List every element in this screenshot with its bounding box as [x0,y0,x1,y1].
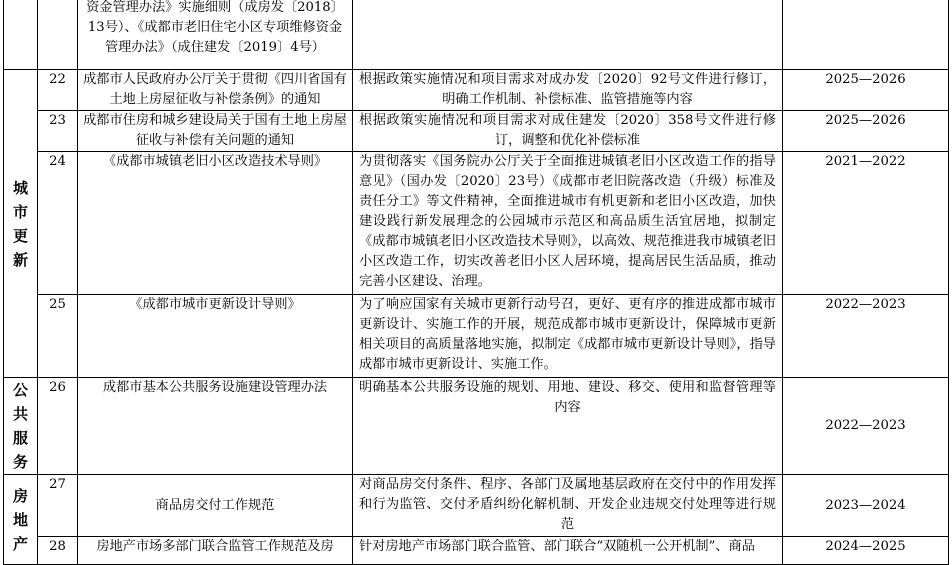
policy-name: 《成都市城市更新设计导则》 [78,295,353,378]
category-urban-renewal: 城 市 更 新 [4,70,38,378]
table-row [4,111,949,152]
policy-name: 成都市住房和城乡建设局关于国有土地上房屋征收与补偿有关问题的通知 [78,111,353,152]
policy-description [353,0,783,70]
table-row [4,70,949,111]
policy-period: 2025—2026 [783,111,949,152]
policy-name: 成都市基本公共服务设施建设管理办法 [78,378,353,475]
policy-table [3,0,949,565]
policy-description: 为了响应国家有关城市更新行动号召，更好、更有序的推进成都市城市更新设计、实施工作的开展，规范成都市城市更新设计，保障城市更新相关项目的高质量落地实施，拟制定《成都市城市更新设计导则》，指导成都市城市更新设计、实施工作。 [353,295,783,378]
row-number: 24 [38,152,78,295]
category-real-estate: 房 地 产 [4,475,38,565]
policy-period: 2022—2023 [783,295,949,378]
category-cell-empty [4,0,38,70]
policy-description: 为贯彻落实《国务院办公厅关于全面推进城镇老旧小区改造工作的指导意见》（国办发〔2020〕23号）《成都市老旧院落改造（升级）标准及责任分工》等文件精神，全面推进城市有机更新和老旧小区改造，加快建设践行新发展理念的公园城市示范区和高品质生活宜居地，拟制定《成都市城镇老旧小区改造技术导则》，以高效、规范推进我市城镇老旧小区改造工作，切实改善老旧小区人居环境，提高居民生活品质，推动完善小区建设、治理。 [353,152,783,295]
row-number: 27 [38,475,78,537]
policy-description: 根据政策实施情况和项目需求对成办发〔2020〕92号文件进行修订，明确工作机制、补偿标准、监管措施等内容 [353,70,783,111]
policy-name: 资金管理办法》实施细则（成房发〔2018〕13号）、《成都市老旧住宅小区专项维修资金管理办法》（成住建发〔2019〕4号） [78,0,353,70]
row-number: 26 [38,378,78,475]
row-number: 23 [38,111,78,152]
policy-period: 2022—2023 [783,378,949,475]
table-row [4,152,949,295]
row-number: 22 [38,70,78,111]
policy-name: 成都市人民政府办公厅关于贯彻《四川省国有土地上房屋征收与补偿条例》的通知 [78,70,353,111]
table-row [4,475,949,537]
policy-name: 《成都市城镇老旧小区改造技术导则》 [78,152,353,295]
policy-description: 根据政策实施情况和项目需求对成住建发〔2020〕358号文件进行修订，调整和优化补偿标准 [353,111,783,152]
policy-period: 2025—2026 [783,70,949,111]
policy-name: 房地产市场多部门联合监管工作规范及房 [78,537,353,565]
policy-period: 2024—2025 [783,537,949,565]
category-public-service: 公 共 服 务 [4,378,38,475]
policy-period: 2023—2024 [783,475,949,537]
table-row [4,378,949,475]
policy-description: 对商品房交付条件、程序、各部门及属地基层政府在交付中的作用发挥和行为监管、交付矛盾纠纷化解机制、开发企业违规交付处理等进行规范 [353,475,783,537]
policy-period [783,0,949,70]
policy-period: 2021—2022 [783,152,949,295]
row-number [38,0,78,70]
row-number: 25 [38,295,78,378]
policy-description: 针对房地产市场部门联合监管、部门联合“双随机一公开机制”、商品 [353,537,783,565]
policy-description: 明确基本公共服务设施的规划、用地、建设、移交、使用和监督管理等内容 [353,378,783,475]
policy-name: 商品房交付工作规范 [78,475,353,537]
table-row [4,0,949,70]
table-row [4,537,949,565]
table-row [4,295,949,378]
row-number: 28 [38,537,78,565]
